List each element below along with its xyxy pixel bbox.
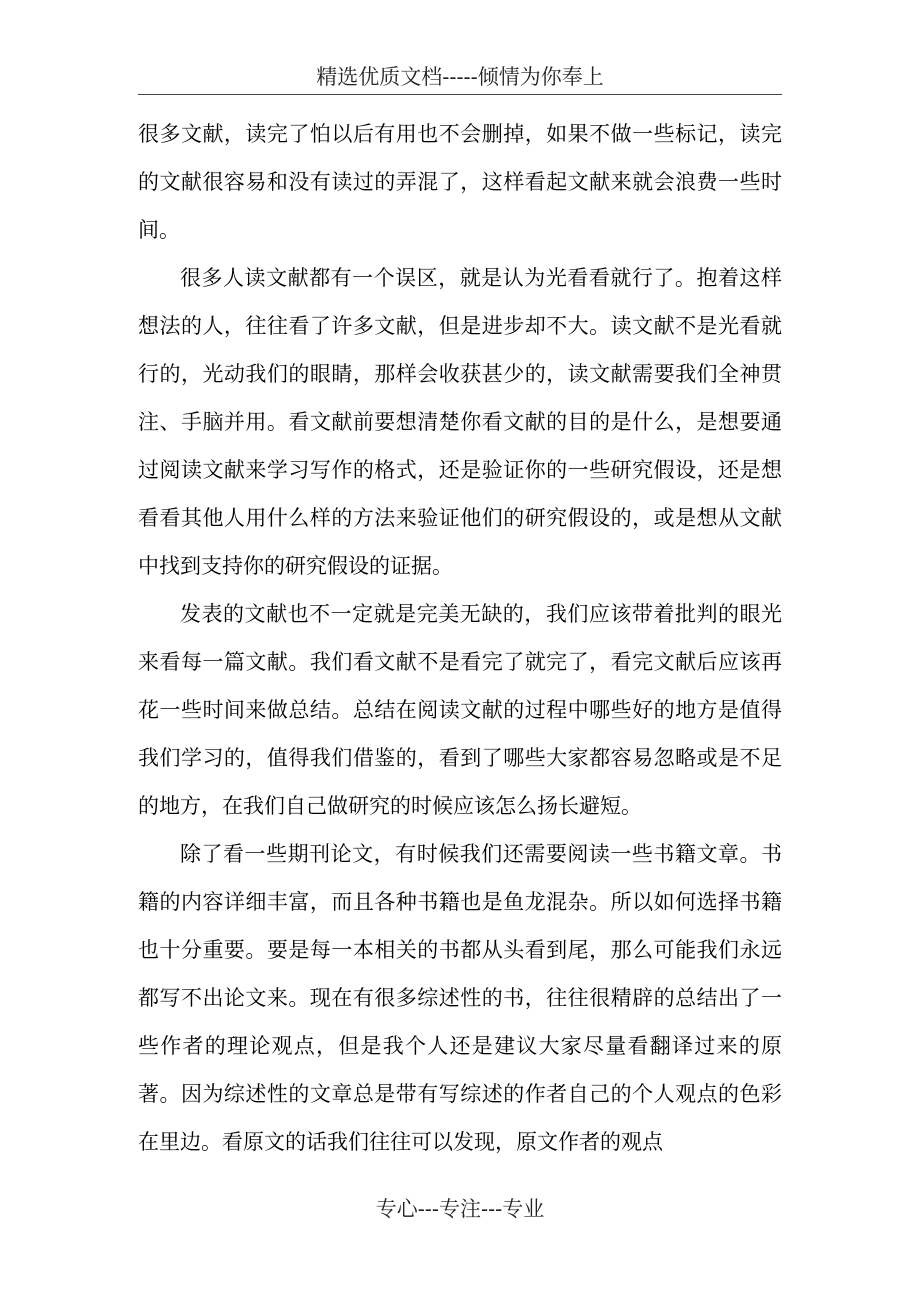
page-header: 精选优质文档-----倾情为你奉上 <box>316 65 604 89</box>
paragraph: 发表的文献也不一定就是完美无缺的，我们应该带着批判的眼光来看每一篇文献。我们看文献不是看完了就完了，看完文献后应该再花一些时间来做总结。总结在阅读文献的过程中哪些好的地方是值得我们学习的，值得我们借鉴的，看到了哪些大家都容易忽略或是不足的地方，在我们自己做研究的时候应该怎么扬长避短。 <box>138 602 782 818</box>
header-divider <box>138 94 782 95</box>
page-footer: 专心---专注---专业 <box>375 1197 545 1221</box>
document-body <box>138 110 782 1166</box>
paragraph: 除了看一些期刊论文，有时候我们还需要阅读一些书籍文章。书籍的内容详细丰富，而且各种书籍也是鱼龙混杂。所以如何选择书籍也十分重要。要是每一本相关的书都从头看到尾，那么可能我们永远都写不出论文来。现在有很多综述性的书，往往很精辟的总结出了一些作者的理论观点，但是我个人还是建议大家尽量看翻译过来的原著。因为综述性的文章总是带有写综述的作者自己的个人观点的色彩在里边。看原文的话我们往往可以发现，原文作者的观点 <box>138 842 782 1154</box>
paragraph: 很多文献，读完了怕以后有用也不会删掉，如果不做一些标记，读完的文献很容易和没有读过的弄混了，这样看起文献来就会浪费一些时间。 <box>138 122 782 242</box>
paragraph: 很多人读文献都有一个误区，就是认为光看看就行了。抱着这样想法的人，往往看了许多文献，但是进步却不大。读文献不是光看就行的，光动我们的眼睛，那样会收获甚少的，读文献需要我们全神贯注、手脑并用。看文献前要想清楚你看文献的目的是什么，是想要通过阅读文献来学习写作的格式，还是验证你的一些研究假设，还是想看看其他人用什么样的方法来验证他们的研究假设的，或是想从文献中找到支持你的研究假设的证据。 <box>138 266 782 578</box>
